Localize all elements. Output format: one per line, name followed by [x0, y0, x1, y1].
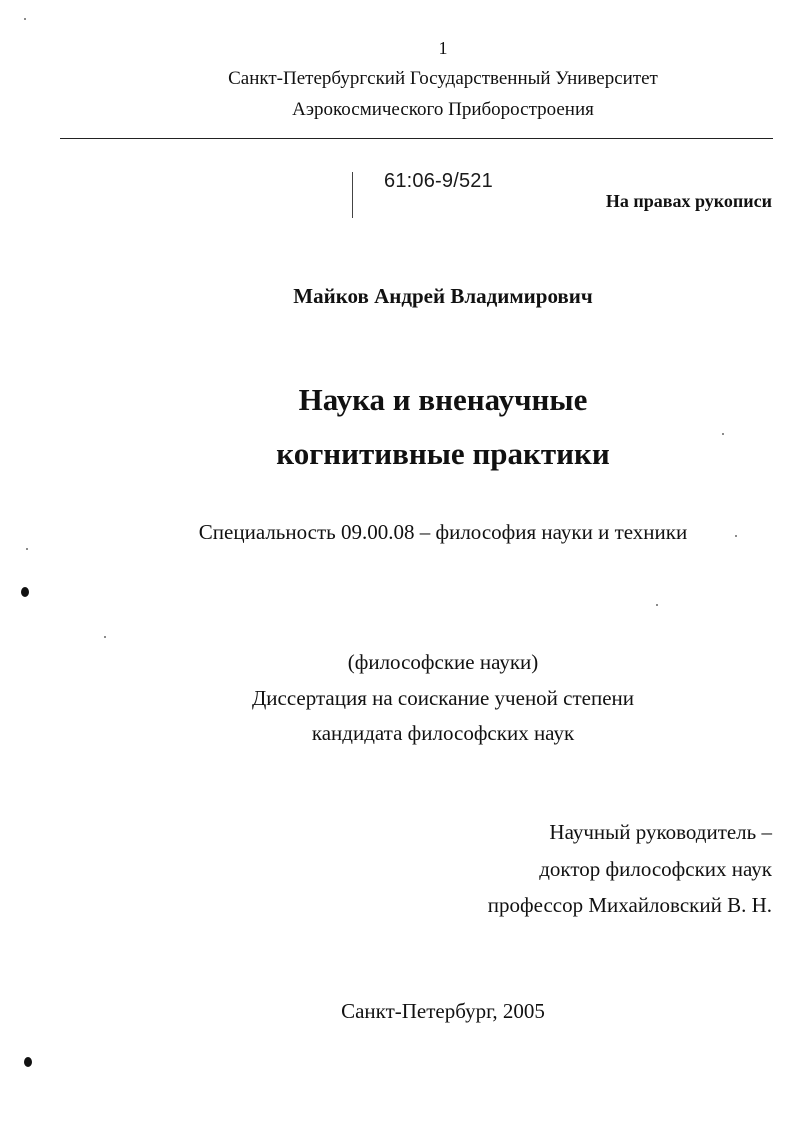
title-line-2: когнитивные практики: [276, 436, 610, 471]
institution-name-line-1: Санкт-Петербургский Государственный Университет: [228, 68, 658, 89]
binder-hole-mark: [24, 1057, 32, 1067]
scan-speck: [104, 636, 106, 638]
scan-speck: [735, 535, 737, 537]
degree-title: кандидата философских наук: [311, 721, 575, 745]
supervisor-label: Научный руководитель –: [549, 820, 772, 844]
degree-description: Диссертация на соискание ученой степени: [251, 686, 635, 710]
header-divider: [60, 138, 773, 139]
institution-name-line-2: Аэрокосмического Приборостроения: [292, 99, 594, 120]
page-number: 1: [438, 38, 448, 58]
library-code: 61:06-9/521: [384, 170, 493, 192]
scan-speck: [656, 604, 658, 606]
scan-speck: [722, 433, 724, 435]
scan-speck: [24, 18, 26, 20]
scan-speck: [26, 548, 28, 550]
degree-field: (философские науки): [347, 650, 539, 674]
specialty: Специальность 09.00.08 – философия науки и техники: [198, 520, 688, 544]
title-line-1: Наука и вненаучные: [298, 382, 588, 417]
author-name: Майков Андрей Владимирович: [293, 284, 593, 308]
stamp-divider: [352, 172, 353, 218]
supervisor-degree: доктор философских наук: [539, 857, 772, 881]
binder-hole-mark: [21, 587, 29, 597]
manuscript-rights-note: На правах рукописи: [605, 191, 772, 211]
city-year: Санкт-Петербург, 2005: [341, 999, 545, 1023]
supervisor-name: профессор Михайловский В. Н.: [487, 893, 772, 917]
